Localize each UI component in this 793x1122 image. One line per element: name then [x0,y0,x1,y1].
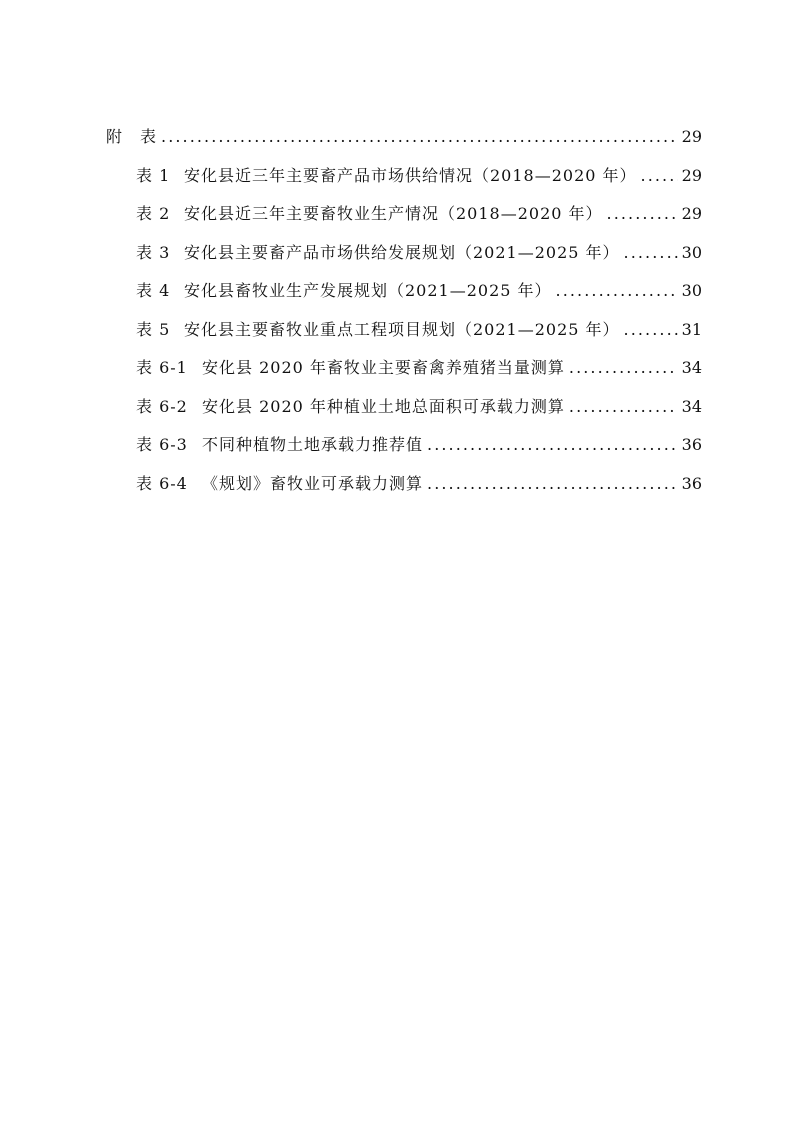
toc-page-number: 30 [681,281,702,300]
toc-page-number: 36 [681,474,702,493]
toc-item-title: 安化县主要畜牧业重点工程项目规划（2021—2025 年） [184,320,620,339]
toc-item[interactable] [136,240,702,266]
toc-item-label: 表 2 [136,204,171,223]
toc-item-title: 《规划》畜牧业可承载力测算 [202,474,424,493]
toc-page-number: 31 [681,320,702,339]
toc-item[interactable] [136,471,702,497]
toc-leader-dots [624,317,678,343]
toc-page-number: 36 [681,435,702,454]
toc-leader-dots [161,124,678,150]
toc-item-title: 安化县 2020 年种植业土地总面积可承载力测算 [202,397,565,416]
toc-item-label: 表 1 [136,166,171,185]
toc-item[interactable] [136,394,702,420]
toc-item[interactable] [136,432,702,458]
toc-item-title: 安化县畜牧业生产发展规划（2021—2025 年） [184,281,552,300]
toc-page-number: 34 [681,397,702,416]
toc-page-number: 29 [681,166,702,185]
toc-page-number: 34 [681,358,702,377]
toc-page-number: 30 [681,243,702,262]
toc-leader-dots [427,432,678,458]
toc-item-label: 表 6-1 [136,358,188,377]
toc-item-label: 表 4 [136,281,171,300]
toc-item[interactable] [136,317,702,343]
toc-page-number: 29 [681,127,702,146]
toc-item[interactable] [136,278,702,304]
toc-item[interactable] [136,355,702,381]
toc-item-title: 安化县 2020 年畜牧业主要畜禽养殖猪当量测算 [202,358,565,377]
toc-heading-label: 附 表 [106,127,158,146]
toc-item-title: 安化县近三年主要畜牧业生产情况（2018—2020 年） [184,204,603,223]
toc-item-title: 安化县近三年主要畜产品市场供给情况（2018—2020 年） [184,166,637,185]
toc-leader-dots [427,471,678,497]
toc-item[interactable] [136,201,702,227]
toc-leader-dots [556,278,678,304]
toc-leader-dots [569,355,678,381]
toc-page-number: 29 [681,204,702,223]
toc-item-label: 表 5 [136,320,171,339]
toc-item-title: 不同种植物土地承载力推荐值 [202,435,424,454]
toc-leader-dots [569,394,678,420]
toc-item-title: 安化县主要畜产品市场供给发展规划（2021—2025 年） [184,243,620,262]
toc-item-label: 表 6-3 [136,435,188,454]
toc-item-label: 表 6-2 [136,397,188,416]
toc-item-label: 表 6-4 [136,474,188,493]
toc-leader-dots [641,163,678,189]
toc-leader-dots [607,201,678,227]
toc-item-label: 表 3 [136,243,171,262]
toc-heading-appendix[interactable] [106,124,702,150]
toc-leader-dots [624,240,678,266]
toc-item[interactable] [136,163,702,189]
